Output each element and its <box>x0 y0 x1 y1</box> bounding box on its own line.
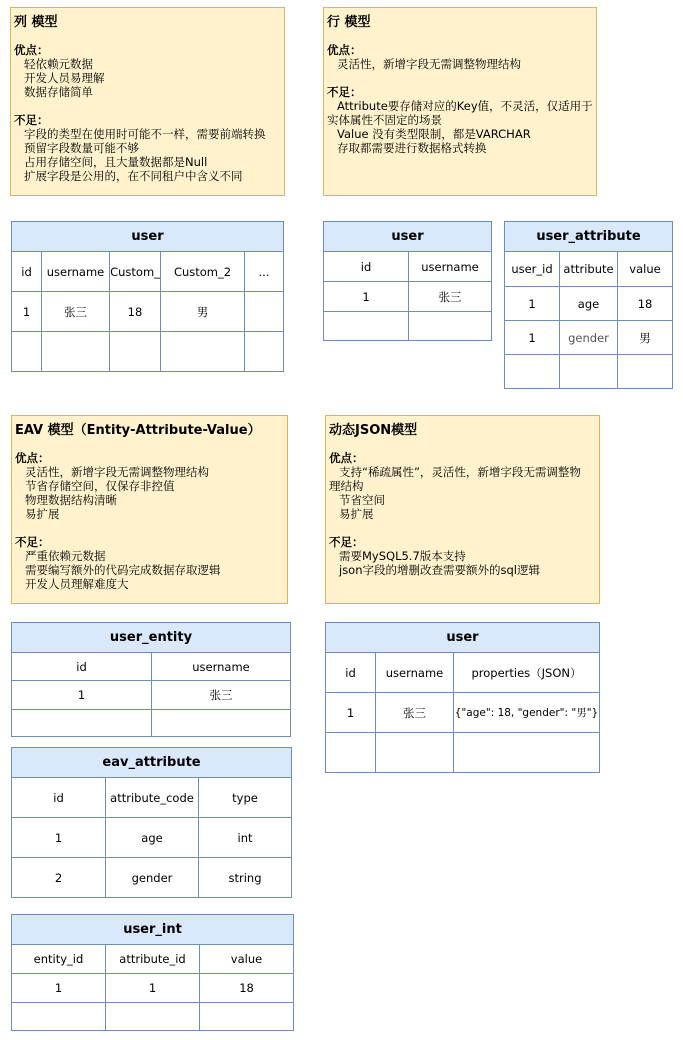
column-header: type <box>199 778 292 818</box>
empty-cell <box>560 355 618 389</box>
user-entity-table <box>11 622 291 737</box>
column-header: username <box>376 653 454 693</box>
pros-item: 开发人员易理解 <box>24 71 105 85</box>
table-cell: 男 <box>618 321 673 355</box>
pros-label: 优点： <box>15 451 50 465</box>
table-cell: 1 <box>505 287 560 321</box>
table-title: user <box>326 623 600 653</box>
cons-item: 严重依赖元数据 <box>25 549 106 563</box>
note-title: 动态JSON模型 <box>329 423 418 438</box>
empty-cell <box>42 332 110 372</box>
empty-cell <box>200 1003 294 1031</box>
eav-model-note <box>11 415 288 604</box>
table-title: user <box>324 222 492 252</box>
table-cell: 1 <box>326 693 376 733</box>
table-cell: 1 <box>12 974 106 1003</box>
table-cell: 1 <box>12 818 106 858</box>
table-title: user_attribute <box>505 222 673 252</box>
row-user-table <box>323 221 492 341</box>
table-title: user_int <box>12 915 294 945</box>
column-header: username <box>409 252 492 282</box>
column-header: properties（JSON） <box>454 653 600 693</box>
table-cell: 18 <box>200 974 294 1003</box>
table-cell: int <box>199 818 292 858</box>
table-title: user <box>12 222 284 252</box>
empty-cell <box>505 355 560 389</box>
pros-item: 数据存储简单 <box>24 85 93 99</box>
pros-item: 易扩展 <box>25 507 60 521</box>
column-user-table <box>11 221 284 372</box>
row-model-note <box>323 7 597 196</box>
note-title: 行 模型 <box>327 15 371 30</box>
cons-item: Attribute要存储对应的Key值，不灵活，仅适用于 <box>337 99 593 113</box>
column-header: user_id <box>505 252 560 287</box>
cons-label: 不足： <box>15 535 50 549</box>
column-header: Custom_ <box>110 252 161 292</box>
table-cell: 张三 <box>376 693 454 733</box>
table-cell: 1 <box>324 282 409 312</box>
pros-item: 节省存储空间，仅保存非控值 <box>25 479 175 493</box>
cons-item: 字段的类型在使用时可能不一样，需要前端转换 <box>24 127 266 141</box>
pros-item: 物理数据结构清晰 <box>25 493 117 507</box>
table-cell: 18 <box>618 287 673 321</box>
cons-label: 不足： <box>327 85 362 99</box>
cons-item: 开发人员理解难度大 <box>25 577 129 591</box>
column-header: id <box>12 778 106 818</box>
cons-label: 不足： <box>14 113 49 127</box>
empty-cell <box>245 332 284 372</box>
table-cell: 张三 <box>152 681 291 710</box>
empty-cell <box>110 332 161 372</box>
cons-item: 占用存储空间，且大量数据都是Null <box>24 155 208 169</box>
empty-cell <box>161 332 245 372</box>
column-header: username <box>152 653 291 681</box>
column-header: value <box>200 945 294 974</box>
column-header: Custom_2 <box>161 252 245 292</box>
table-cell: gender <box>560 321 618 355</box>
cons-item: json字段的增删改查需要额外的sql逻辑 <box>339 563 540 577</box>
empty-cell <box>326 733 376 773</box>
cons-item: Value 没有类型限制，都是VARCHAR <box>337 127 531 141</box>
table-cell: 张三 <box>409 282 492 312</box>
column-header: ... <box>245 252 284 292</box>
empty-cell <box>324 312 409 341</box>
empty-cell <box>376 733 454 773</box>
cons-item-continued: 实体属性不固定的场景 <box>327 113 442 127</box>
empty-cell <box>12 1003 106 1031</box>
table-title: user_entity <box>12 623 291 653</box>
column-header: attribute_id <box>106 945 200 974</box>
table-cell: {"age": 18, "gender": "男"} <box>454 693 600 733</box>
cons-item: 预留字段数量可能不够 <box>24 141 139 155</box>
column-header: attribute_code <box>106 778 199 818</box>
cons-item: 需要MySQL5.7版本支持 <box>339 549 466 563</box>
cons-item: 需要编写额外的代码完成数据存取逻辑 <box>25 563 221 577</box>
empty-cell <box>12 710 152 737</box>
note-title: EAV 模型（Entity-Attribute-Value） <box>15 423 261 438</box>
table-title: eav_attribute <box>12 748 292 778</box>
table-cell: age <box>106 818 199 858</box>
column-header: value <box>618 252 673 287</box>
json-model-note <box>325 415 600 604</box>
table-cell: 1 <box>106 974 200 1003</box>
empty-cell <box>409 312 492 341</box>
table-cell: 1 <box>12 292 42 332</box>
empty-cell <box>618 355 673 389</box>
column-header: username <box>42 252 110 292</box>
json-user-table <box>325 622 600 773</box>
column-model-note <box>10 7 285 196</box>
pros-label: 优点： <box>14 43 49 57</box>
table-cell: 2 <box>12 858 106 898</box>
column-header: entity_id <box>12 945 106 974</box>
pros-label: 优点： <box>327 43 362 57</box>
table-cell: age <box>560 287 618 321</box>
note-title: 列 模型 <box>14 15 58 30</box>
eav-attribute-table <box>11 747 292 898</box>
column-header: id <box>12 653 152 681</box>
pros-item: 支持“稀疏属性”，灵活性，新增字段无需调整物 <box>339 465 581 479</box>
pros-item-continued: 理结构 <box>329 479 364 493</box>
column-header: attribute <box>560 252 618 287</box>
column-header: id <box>324 252 409 282</box>
cons-item: 扩展字段是公用的，在不同租户中含义不同 <box>24 169 243 183</box>
pros-label: 优点： <box>329 451 364 465</box>
empty-cell <box>454 733 600 773</box>
column-header: id <box>326 653 376 693</box>
empty-cell <box>12 332 42 372</box>
table-cell: gender <box>106 858 199 898</box>
table-cell: 张三 <box>42 292 110 332</box>
row-attribute-table <box>504 221 673 389</box>
table-cell <box>245 292 284 332</box>
pros-item: 灵活性，新增字段无需调整物理结构 <box>25 465 209 479</box>
user-int-table <box>11 914 294 1031</box>
pros-item: 灵活性，新增字段无需调整物理结构 <box>337 57 521 71</box>
cons-label: 不足： <box>329 535 364 549</box>
empty-cell <box>152 710 291 737</box>
table-cell: 18 <box>110 292 161 332</box>
table-cell: string <box>199 858 292 898</box>
pros-item: 节省空间 <box>339 493 385 507</box>
empty-cell <box>106 1003 200 1031</box>
table-cell: 男 <box>161 292 245 332</box>
cons-item: 存取都需要进行数据格式转换 <box>337 141 487 155</box>
table-cell: 1 <box>505 321 560 355</box>
pros-item: 易扩展 <box>339 507 374 521</box>
table-cell: 1 <box>12 681 152 710</box>
pros-item: 轻依赖元数据 <box>24 57 93 71</box>
column-header: id <box>12 252 42 292</box>
